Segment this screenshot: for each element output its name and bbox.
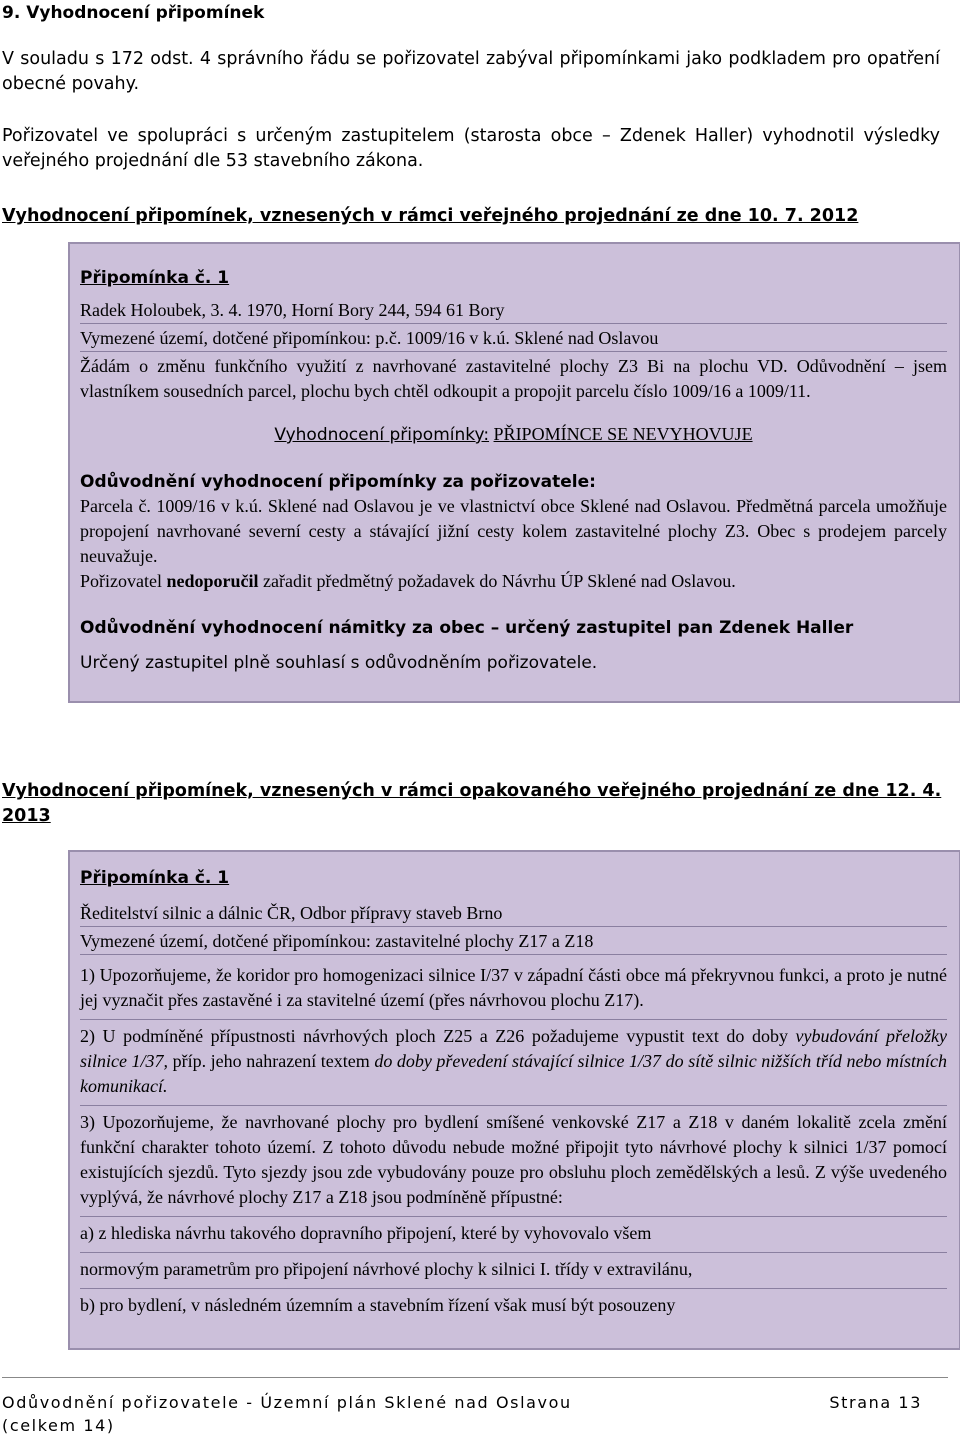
request-text: Žádám o změnu funkčního využití z navrhované zastavitelné plochy Z3 Bi na plochu VD. Odůvodnění – jsem vlastníkem sousedních parcel, plochu bych chtěl odkoupit a propojit parcelu číslo 1009/16 a 1009/11. [80,356,947,401]
municipality-text: Určený zastupitel plně souhlasí s odůvodněním pořizovatele. [80,653,598,673]
justification-heading: Odůvodnění vyhodnocení připomínky za pořizovatele: [80,472,596,492]
evaluation-result: PŘIPOMÍNCE SE NEVYHOVUJE [493,424,753,444]
point-2-italic-2: do doby převedení stávající silnice 1/37 do sítě silnic nižších tříd nebo místních komunikací. [80,1051,947,1096]
footer-total-pages: (celkem 14) [2,1416,115,1435]
footer-title: Odůvodnění pořizovatele - Územní plán Sklené nad Oslavou [2,1393,572,1412]
evaluation-line [80,422,947,448]
point-2-italic: vybudování přeložky silnice 1/37, [80,1026,947,1071]
item-a: a) z hlediska návrhu takového dopravního připojení, které by vyhovovalo všem [80,1221,947,1253]
comment-box-2 [68,850,960,1350]
point-1: 1) Upozorňujeme, že koridor pro homogenizaci silnice I/37 v západní části obce má překryvnou funkci, a proto je nutné jej vyznačit přes zastavěné i za stavitelné území (přes návrhovou plochu Z17). [80,963,947,1020]
intro-paragraph-1: V souladu s 172 odst. 4 správního řádu se pořizovatel zabýval připomínkami jako podkladem pro opatření obecné povahy. [2,49,940,94]
heading-2012: Vyhodnocení připomínek, vznesených v rámci veřejného projednání ze dne 10. 7. 2012 [2,206,859,226]
point-2-text-2: příp. jeho nahrazení textem [168,1051,375,1071]
territory: Vymezené území, dotčené připomínkou: zastavitelné plochy Z17 a Z18 [80,929,947,955]
justification-text: Parcela č. 1009/16 v k.ú. Sklené nad Oslavou je ve vlastnictví obce Sklené nad Oslavou. Předmětná parcela umožňuje propojení navrhované severní cesty a stávající jižní cesty kolem zastavitelné plochy Z3. Obec s prodejem parcely neuvažuje. [80,496,947,566]
point-2 [80,1024,947,1106]
heading-2013: Vyhodnocení připomínek, vznesených v rámci opakovaného veřejného projednání ze dne 12. 4. 2013 [2,781,942,826]
evaluation-label: Vyhodnocení připomínky: [274,425,490,445]
municipality-heading: Odůvodnění vyhodnocení námitky za obec – určený zastupitel pan Zdenek Haller [80,618,854,638]
recommendation-bold: nedoporučil [166,571,259,591]
item-b: b) pro bydlení, v následném územním a stavebním řízení však musí být posouzeny [80,1295,676,1315]
submitter: Ředitelství silnic a dálnic ČR, Odbor přípravy staveb Brno [80,901,947,927]
intro-paragraph-2: Pořizovatel ve spolupráci s určeným zastupitelem (starosta obce – Zdenek Haller) vyhodnotil výsledky veřejného projednání dle 53 stavebního zákona. [2,126,940,171]
point-3: 3) Upozorňujeme, že navrhované plochy pro bydlení smíšené venkovské Z17 a Z18 v daném lokalitě zcela změní funkční charakter tohoto území. Z tohoto důvodu nebude možné připojit tyto návrhové plochy k silnici 1/37 pomocí existujících sjezdů. Tyto sjezdy jsou zde vybudovány pouze pro obsluhu ploch zemědělských a lesů. Z výše uvedeného vyplývá, že návrhové plochy Z17 a Z18 jsou podmíněně přípustné: [80,1110,947,1217]
comment-title: Připomínka č. 1 [80,268,230,288]
footer-page-number: Strana 13 [829,1393,922,1412]
comment-title: Připomínka č. 1 [80,868,230,888]
recommendation [80,569,947,594]
point-2-text: 2) U podmíněné přípustnosti návrhových ploch Z25 a Z26 požadujeme vypustit text do doby [80,1026,796,1046]
item-a-continued: normovým parametrům pro připojení návrhové plochy k silnici I. třídy v extravilánu, [80,1257,947,1289]
territory: Vymezené území, dotčené připomínkou: p.č. 1009/16 v k.ú. Sklené nad Oslavou [80,326,947,352]
submitter: Radek Holoubek, 3. 4. 1970, Horní Bory 244, 594 61 Bory [80,298,947,324]
comment-box-1 [68,242,960,703]
recommendation-prefix: Pořizovatel [80,571,167,591]
recommendation-suffix: zařadit předmětný požadavek do Návrhu ÚP Sklené nad Oslavou. [258,571,736,591]
section-heading: 9. Vyhodnocení připomínek [2,3,265,23]
footer-rule [2,1377,948,1378]
